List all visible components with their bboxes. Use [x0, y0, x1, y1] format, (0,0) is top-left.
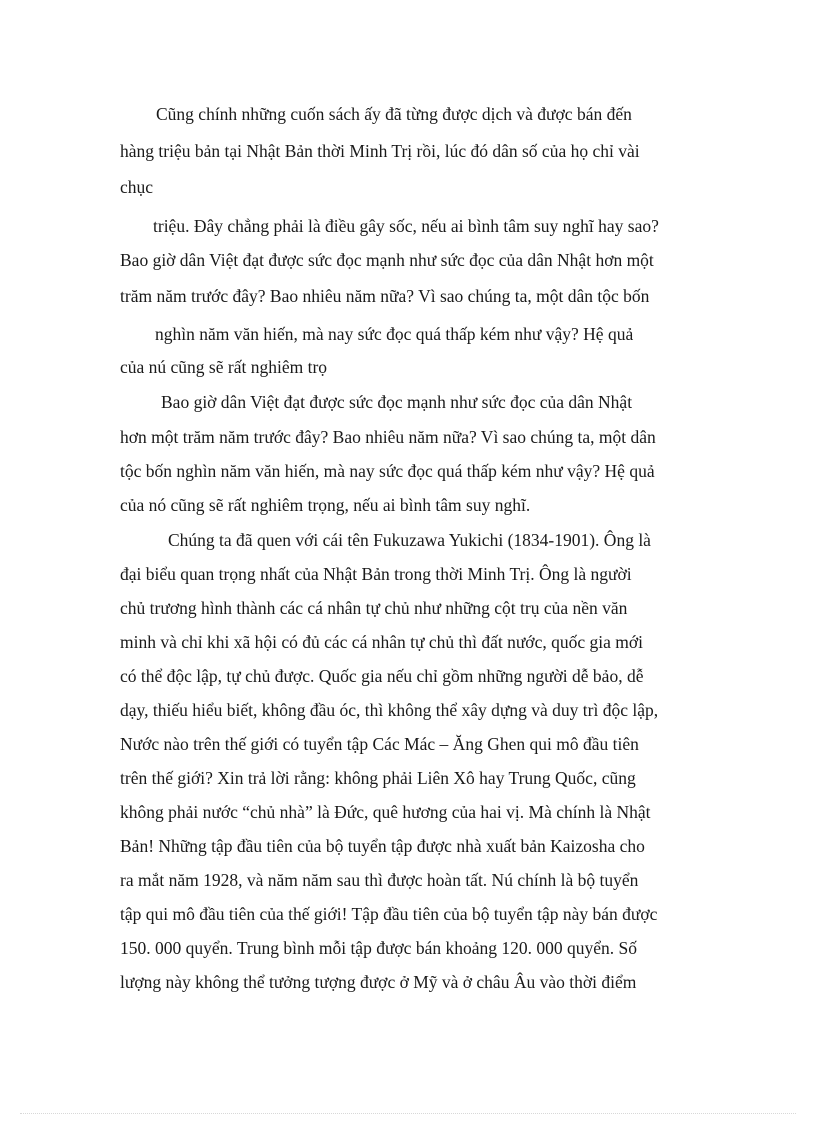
text-line: dạy, thiếu hiểu biết, không đầu óc, thì không thể xây dựng và duy trì độc lập, [120, 700, 659, 720]
text-line: không phải nước “chủ nhà” là Đức, quê hương của hai vị. Mà chính là Nhật [120, 802, 651, 822]
text-line: có thể độc lập, tự chủ được. Quốc gia nếu chỉ gồm những người dễ bảo, dễ [120, 666, 644, 686]
text-line: minh và chỉ khi xã hội có đủ các cá nhân tự chủ thì đất nước, quốc gia mới [120, 632, 643, 652]
text-line: tộc bốn nghìn năm văn hiến, mà nay sức đọc quá thấp kém như vậy? Hệ quả [120, 461, 655, 481]
text-line: nghìn năm văn hiến, mà nay sức đọc quá thấp kém như vậy? Hệ quả [155, 324, 634, 344]
text-line: của nó cũng sẽ rất nghiêm trọng, nếu ai bình tâm suy nghĩ. [120, 495, 531, 515]
text-line: Bao giờ dân Việt đạt được sức đọc mạnh như sức đọc của dân Nhật [161, 392, 633, 412]
text-line: chục [120, 177, 154, 197]
text-line: hàng triệu bản tại Nhật Bản thời Minh Trị rồi, lúc đó dân số của họ chỉ vài [120, 141, 640, 161]
text-line: đại biểu quan trọng nhất của Nhật Bản trong thời Minh Trị. Ông là người [120, 564, 632, 584]
text-line: tập qui mô đầu tiên của thế giới! Tập đầu tiên của bộ tuyển tập này bán được [120, 904, 658, 924]
text-line: 150. 000 quyển. Trung bình mỗi tập được bán khoảng 120. 000 quyển. Số [120, 938, 637, 958]
text-line: Bản! Những tập đầu tiên của bộ tuyển tập được nhà xuất bản Kaizosha cho [120, 836, 645, 856]
text-line: triệu. Đây chẳng phải là điều gây sốc, nếu ai bình tâm suy nghĩ hay sao? [153, 216, 659, 236]
text-line: Chúng ta đã quen với cái tên Fukuzawa Yukichi (1834-1901). Ông là [168, 530, 651, 550]
text-line: của nú cũng sẽ rất nghiêm trọ [120, 357, 328, 377]
page-bottom-divider [20, 1113, 796, 1114]
text-line: trên thế giới? Xin trả lời rằng: không phải Liên Xô hay Trung Quốc, cũng [120, 768, 636, 788]
text-line: Bao giờ dân Việt đạt được sức đọc mạnh như sức đọc của dân Nhật hơn một [120, 250, 654, 270]
text-line: trăm năm trước đây? Bao nhiêu năm nữa? Vì sao chúng ta, một dân tộc bốn [120, 286, 650, 306]
text-line: lượng này không thể tưởng tượng được ở Mỹ và ở châu Âu vào thời điểm [120, 972, 637, 992]
text-line: chủ trương hình thành các cá nhân tự chủ như những cột trụ của nền văn [120, 598, 628, 618]
text-line: Nước nào trên thế giới có tuyển tập Các Mác – Ăng Ghen qui mô đầu tiên [120, 734, 639, 754]
text-line: Cũng chính những cuốn sách ấy đã từng được dịch và được bán đến [156, 104, 632, 124]
text-line: hơn một trăm năm trước đây? Bao nhiêu năm nữa? Vì sao chúng ta, một dân [120, 427, 656, 447]
text-line: ra mắt năm 1928, và năm năm sau thì được hoàn tất. Nú chính là bộ tuyển [120, 870, 639, 890]
